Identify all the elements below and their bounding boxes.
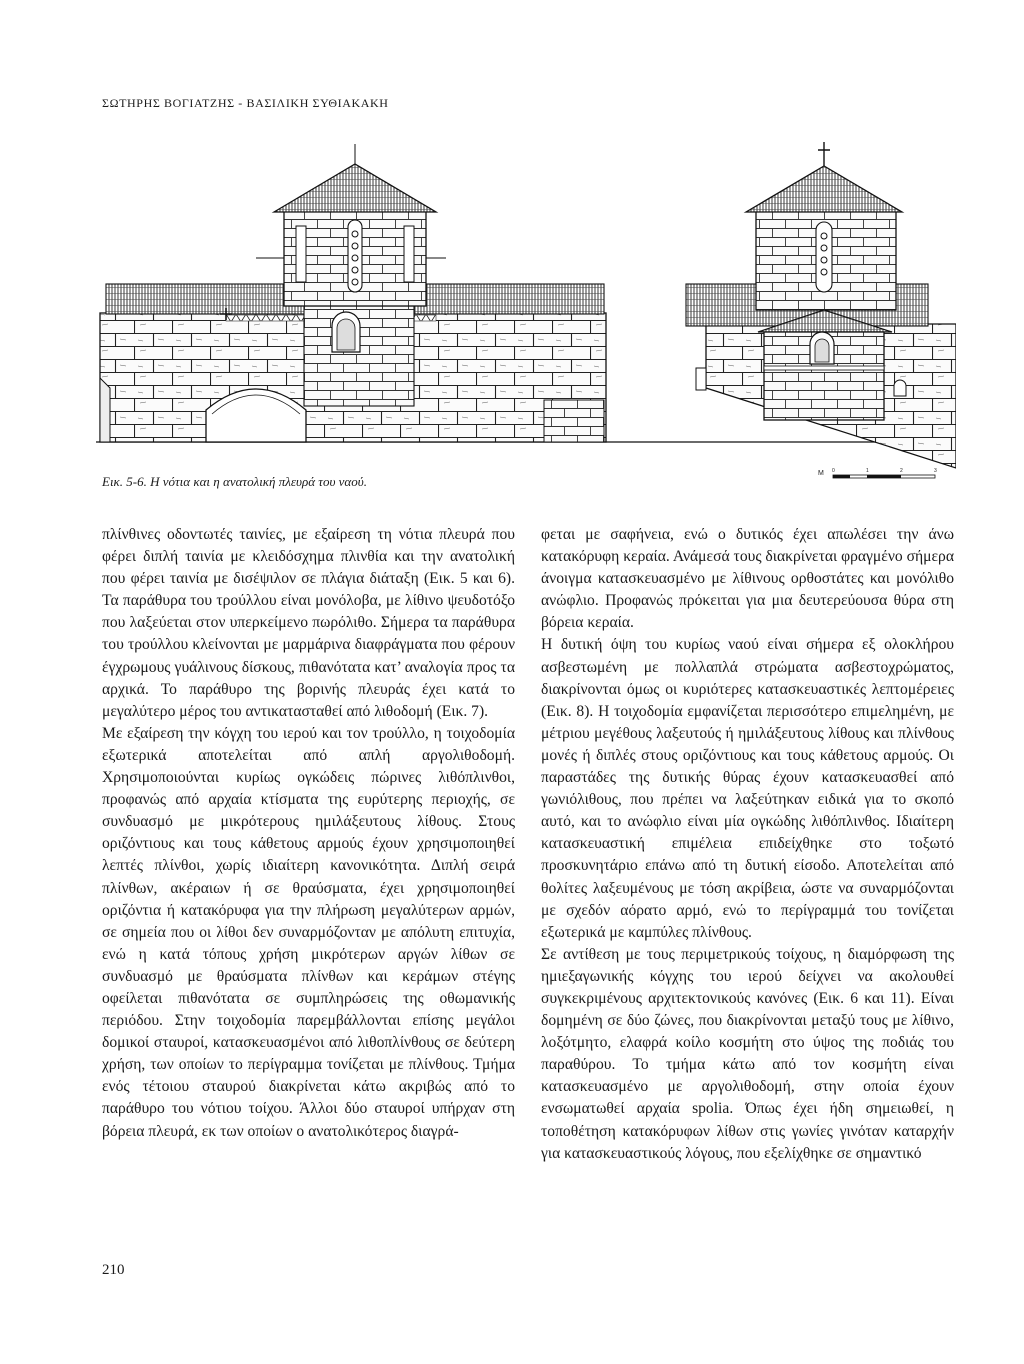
body-paragraph: Σε αντίθεση με τους περιμετρικούς τοίχους, η διαμόρφωση της ημιεξαγωνικής κόγχης του ιερού δείχνει να ακολουθεί συγκεκριμένους αρχιτεκτονικούς κανόνες (Εικ. 6 και 11). Είναι δομημένη σε δύο ζώνες, που διακρίνονται μεταξύ τους με λίθινο, λοξότμητο, ελαφρά κοίλο κοσμήτη στο ύψος της ποδιάς του παραθύρου. Το τμήμα κάτω από τον κοσμήτη είναι κατασκευασμένο με αργολιθοδομή, στην οποία έχουν ενσωματωθεί αρχαία spolia. Όπως έχει ήδη σημειωθεί, η τοποθέτηση κατακόρυφων λίθων στις γωνίες γινόταν καταρχήν για κατασκευαστικούς λόγους, που εξελίχθηκε σε σημαντικό bbox=[541, 945, 954, 1162]
scale-tick-label: 0 bbox=[832, 468, 835, 474]
running-head: ΣΩΤΗΡΗΣ ΒΟΓΙΑΤΖΗΣ - ΒΑΣΙΛΙΚΗ ΣΥΘΙΑΚΑΚΗ bbox=[102, 96, 389, 110]
text-column-right bbox=[541, 524, 954, 1165]
figure-caption: Εικ. 5-6. Η νότια και η ανατολική πλευρά του ναού. bbox=[102, 474, 367, 489]
south-elevation bbox=[96, 144, 632, 442]
scale-tick-label: 1 bbox=[866, 468, 869, 474]
scale-tick-label: 3 bbox=[934, 468, 937, 474]
scale-label: M bbox=[818, 470, 824, 477]
body-paragraph: Η δυτική όψη του κυρίως ναού είναι σήμερα εξ ολοκλήρου ασβεστωμένη με πολλαπλά στρώματα ασβεστοχρώματος, διακρίνονται όμως οι κυριότερες κατασκευαστικές λεπτομέρειες (Εικ. 8). Η τοιχοδομία εμφανίζεται περισσότερο επιμελημένη, με μέτριου μεγέθους λαξευτούς ή ημιλάξευτους λίθους και πλίνθους μονές ή διπλές στους οριζόντιους και τους κάθετους αρμούς. Οι παραστάδες της δυτικής θύρας έχουν κατασκευασθεί από γωνιόλιθους, που πρέπει να λαξεύτηκαν ειδικά για το σκοπό αυτό, και το ανώφλιο είναι μία ογκώδης λιθόπλινθος. Ιδιαίτερη κατασκευαστική επιμέλεια επιδείχθηκε στο τοξωτό προσκυνητάριο επάνω από τη δυτική είσοδο. Αποτελείται από θολίτες λαξευμένους με τόση ακρίβεια, ώστε να συναρμόζονται με σχεδόν αόρατο αρμό, ενώ το περίγραμμά του τονίζεται εξωτερικά με καμπύλες πλίνθους. bbox=[541, 636, 954, 941]
page-number: 210 bbox=[102, 1262, 125, 1278]
body-paragraph: φεται με σαφήνεια, ενώ ο δυτικός έχει απωλέσει την άνω κατακόρυφη κεραία. Ανάμεσά τους διακρίνεται φραγμένο σήμερα άνοιγμα κατασκευασμένο με λίθινους ορθοστάτες και μονόλιθο ανώφλιο. Προφανώς πρόκειται για μια δευτερεύουσα θύρα στη βόρεια κεραία. bbox=[541, 526, 955, 632]
body-paragraph: πλίνθινες οδοντωτές ταινίες, με εξαίρεση τη νότια πλευρά που φέρει διπλή ταινία με κλειδόσχημα πλινθία και την ανατολική που φέρει ταινία με δισέψιλον σε πλάγια διάταξη (Εικ. 5 και 6). Τα παράθυρα του τρούλλου είναι μονόλοβα, με λίθινο ψευδοτόξο που λαξεύεται στον υπερκείμενο πωρόλιθο. Σήμερα τα παράθυρα του τρούλλου κλείνονται με μαρμάρινα διαφράγματα που φέρουν έγχρωμους γυάλινους δίσκους, πιθανότατα κατ’ αναλογία προς τα αρχικά. Το παράθυρο της βορινής πλευράς έχει κατά το μεγαλύτερο μέρος του αντικατασταθεί από λιθοδομή (Εικ. 7). bbox=[102, 526, 515, 720]
body-paragraph: Με εξαίρεση την κόγχη του ιερού και τον τρούλλο, η τοιχοδομία εξωτερικά αποτελείται από απλή αργολιθοδομή. Χρησιμοποιούνται κυρίως ογκώδεις πώρινες λιθόπλινθοι, προφανώς από αρχαία κτίσματα της ευρύτερης περιοχής, σε συνδυασμό με μικρότερους ημιλάξευτους λίθους. Στους οριζόντιους και τους κάθετους αρμούς έχουν χρησιμοποιηθεί λεπτές πλίνθοι, χωρίς ιδιαίτερη κανονικότητα. Διπλή σειρά πλίνθων, ακέραιων ή σε θραύσματα, έχει χρησιμοποιηθεί οριζόντια ή κατακόρυφα για την πλήρωση μεγαλύτερων αρμών, σε σημεία που οι λίθοι δεν συναρμόζονταν με απόλυτη επιτυχία, ενώ η κατά τόπους χρήση μικρότερων αργών λίθων σε συνδυασμό με θραύσματα πλίνθων και κεράμων στέγης οφείλεται πιθανότατα σε συμπληρώσεις της οθωμανικής περιόδου. Στην τοιχοδομία παρεμβάλλονται επίσης μεγάλοι δομικοί σταυροί, κατασκευασμένοι από λιθοπλίνθους σε δεύτερη χρήση, των οποίων το περίγραμμα τονίζεται με πλίνθους. Τμήμα ενός τέτοιου σταυρού διακρίνεται κάτω ακριβώς από το παράθυρο του νότιου τοίχου. Άλλοι δύο σταυροί υπήρχαν στη βόρεια πλευρά, εκ των οποίων ο ανατολικότερος διαγρά- bbox=[102, 724, 515, 1140]
scale-bar bbox=[818, 466, 948, 484]
church-elevation-drawings bbox=[96, 138, 956, 478]
east-elevation bbox=[632, 142, 956, 468]
text-column-left bbox=[102, 524, 515, 1143]
scale-tick-label: 2 bbox=[900, 468, 903, 474]
